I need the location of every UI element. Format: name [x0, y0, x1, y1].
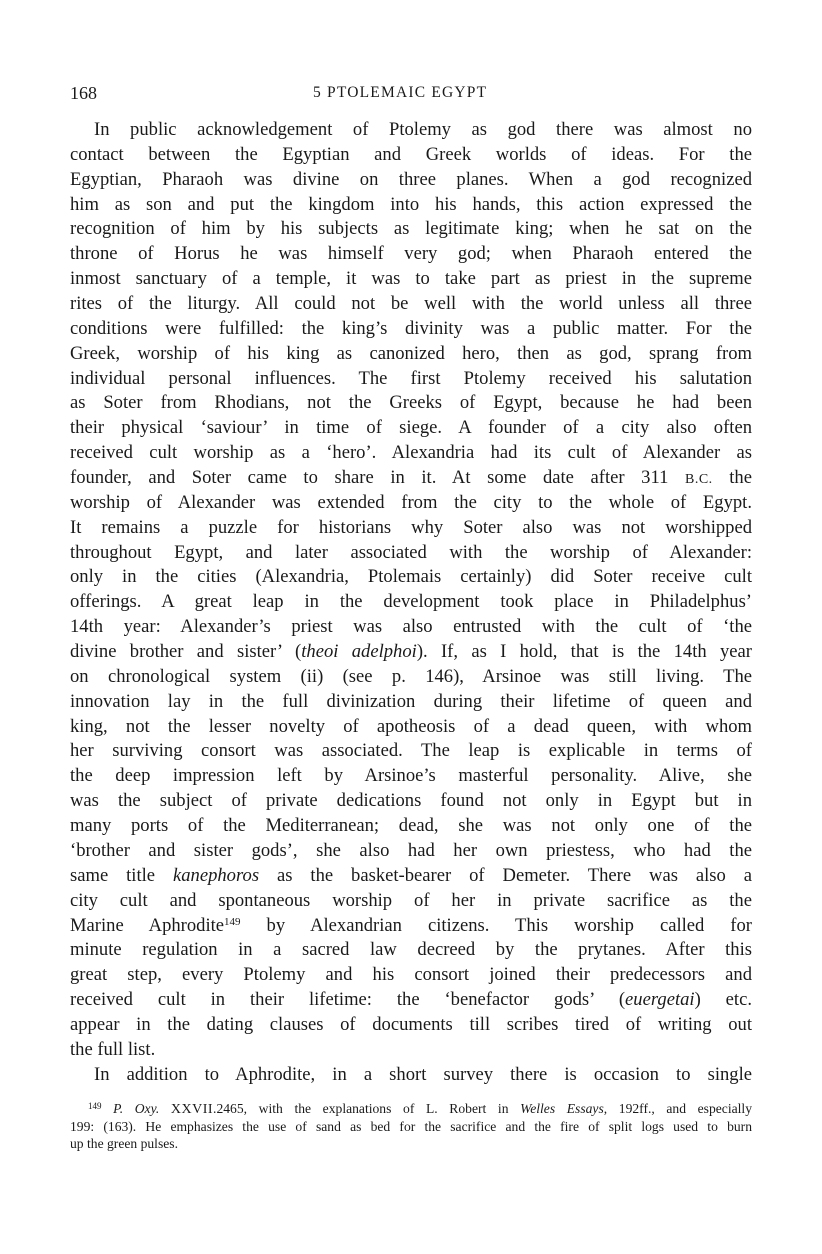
body-line: [70, 789, 752, 814]
text-run: inmost sanctuary of a temple, it was to take part as priest in the supreme: [70, 268, 752, 290]
body-line: [70, 914, 752, 939]
text-run: In addition to Aphrodite, in a short survey there is occasion to single: [94, 1063, 752, 1085]
body-line: [70, 1038, 752, 1063]
body-line: [70, 391, 752, 416]
text-run: recognition of him by his subjects as legitimate king; when he sat on the: [70, 218, 752, 240]
text-run: great step, every Ptolemy and his consort joined their predecessors and: [70, 964, 752, 986]
text-run: him as son and put the kingdom into his hands, this action expressed the: [70, 193, 752, 215]
text-run: the full list.: [70, 1038, 156, 1060]
body-line: [70, 242, 752, 267]
text-run: worship of Alexander was extended from the city to the whole of Egypt.: [70, 491, 752, 513]
footnotes: [70, 1100, 752, 1153]
text-run: on chronological system (ii) (see p. 146), Arsinoe was still living. The: [70, 665, 752, 687]
text-run: Egyptian, Pharaoh was divine on three planes. When a god recognized: [70, 168, 752, 190]
text-run: only in the cities (Alexandria, Ptolemais certainly) did Soter receive cult: [70, 566, 752, 588]
body-line: [70, 491, 752, 516]
text-run: Marine Aphrodite: [70, 914, 225, 936]
running-head: 5 PTOLEMAIC EGYPT: [313, 84, 488, 101]
text-run: throne of Horus he was himself very god; when Pharaoh entered the: [70, 243, 752, 265]
body-line: [70, 889, 752, 914]
text-run: [102, 1101, 114, 1116]
body-line: [70, 690, 752, 715]
footnote-reference: 149: [224, 915, 241, 928]
text-run: ) etc.: [694, 989, 752, 1011]
body-line: [70, 317, 752, 342]
body-line: [70, 938, 752, 963]
text-run: up the green pulses.: [70, 1136, 178, 1151]
body-line: [70, 864, 752, 889]
body-line: [70, 292, 752, 317]
footnote-reference: 149: [88, 1101, 102, 1111]
text-run: appear in the dating clauses of documents till scribes tired of writing out: [70, 1013, 752, 1035]
text-run: [159, 1101, 171, 1116]
body-line: [70, 839, 752, 864]
body-line: [70, 416, 752, 441]
text-run: , 192ff., and especially: [603, 1101, 752, 1116]
italic-term: euergetai: [625, 989, 695, 1011]
footnote-line: [70, 1118, 752, 1136]
text-run: 14th year: Alexander’s priest was also entrusted with the cult of ‘the: [70, 616, 752, 638]
body-line: [70, 1013, 752, 1038]
body-line: [70, 541, 752, 566]
body-line: [70, 466, 752, 491]
text-run: It remains a puzzle for historians why Soter also was not worshipped: [70, 516, 752, 538]
text-run: XXVII: [170, 1102, 214, 1117]
body-line: [70, 739, 752, 764]
body-line: [70, 615, 752, 640]
body-line: [70, 590, 752, 615]
italic-term: Welles Essays: [520, 1101, 604, 1116]
text-run: 199: (163). He emphasizes the use of sand as bed for the sacrifice and the fire of split logs used to burn: [70, 1118, 752, 1134]
body-line: [70, 814, 752, 839]
text-run: king, not the lesser novelty of apotheosis of a dead queen, with whom: [70, 715, 752, 737]
body-line: [70, 665, 752, 690]
body-line: [70, 715, 752, 740]
text-run: throughout Egypt, and later associated with the worship of Alexander:: [70, 541, 752, 563]
body-line: [70, 1063, 752, 1088]
text-run: by Alexandrian citizens. This worship called for: [240, 914, 752, 936]
text-run: contact between the Egyptian and Greek worlds of ideas. For the: [70, 143, 752, 165]
text-run: many ports of the Mediterranean; dead, she was not only one of the: [70, 815, 752, 837]
text-run: In public acknowledgement of Ptolemy as god there was almost no: [94, 119, 752, 140]
body-line: [70, 168, 752, 193]
body-line: [70, 193, 752, 218]
body-line: [70, 441, 752, 466]
text-run: conditions were fulfilled: the king’s divinity was a public matter. For the: [70, 317, 752, 339]
text-run: B.C.: [684, 472, 713, 488]
text-run: innovation lay in the full divinization during their lifetime of queen and: [70, 690, 752, 712]
text-run: offerings. A great leap in the development took place in Philadelphus’: [70, 591, 752, 613]
italic-term: P. Oxy.: [113, 1101, 160, 1116]
body-line: [70, 217, 752, 242]
footnote-line: [70, 1100, 752, 1118]
text-run: ). If, as I hold, that is the 14th year: [416, 641, 752, 663]
footnote-line: [70, 1135, 752, 1153]
text-run: individual personal influences. The first Ptolemy received his salutation: [70, 367, 752, 389]
text-run: was the subject of private dedications found not only in Egypt but in: [70, 790, 752, 812]
italic-term: kanephoros: [172, 864, 260, 886]
body-line: [70, 988, 752, 1013]
body-line: [70, 963, 752, 988]
body-line: [70, 118, 752, 143]
text-run: Greek, worship of his king as canonized hero, then as god, sprang from: [70, 342, 752, 364]
text-run: the deep impression left by Arsinoe’s masterful personality. Alive, she: [70, 765, 752, 787]
text-run: ‘brother and sister gods’, she also had her own priestess, who had the: [70, 839, 752, 861]
text-run: divine brother and sister’ (: [70, 641, 302, 663]
body-line: [70, 516, 752, 541]
body-line: [70, 764, 752, 789]
text-run: their physical ‘saviour’ in time of siege. A founder of a city also often: [70, 417, 752, 439]
body-line: [70, 267, 752, 292]
text-run: founder, and Soter came to share in it. At some date after 311: [70, 467, 685, 489]
text-run: as Soter from Rhodians, not the Greeks of Egypt, because he had been: [70, 392, 752, 414]
running-header: [70, 82, 752, 106]
text-run: received cult in their lifetime: the ‘benefactor gods’ (: [70, 989, 626, 1011]
body-line: [70, 143, 752, 168]
body-line: [70, 640, 752, 665]
text-run: as the basket-bearer of Demeter. There was also a: [259, 864, 752, 886]
text-run: city cult and spontaneous worship of her in private sacrifice as the: [70, 889, 752, 911]
text-run: rites of the liturgy. All could not be well with the world unless all three: [70, 293, 752, 315]
text-run: received cult worship as a ‘hero’. Alexandria had its cult of Alexander as: [70, 442, 752, 464]
body-line: [70, 342, 752, 367]
body-line: [70, 565, 752, 590]
text-run: same title: [70, 864, 173, 886]
italic-term: theoi adelphoi: [301, 641, 417, 663]
text-run: her surviving consort was associated. The leap is explicable in terms of: [70, 740, 752, 762]
body-text: [70, 118, 752, 1088]
text-run: the: [712, 467, 752, 489]
page-number: 168: [70, 83, 97, 103]
text-run: minute regulation in a sacred law decreed by the prytanes. After this: [70, 939, 752, 961]
body-line: [70, 367, 752, 392]
text-run: .2465, with the explanations of L. Robert in: [213, 1101, 521, 1116]
